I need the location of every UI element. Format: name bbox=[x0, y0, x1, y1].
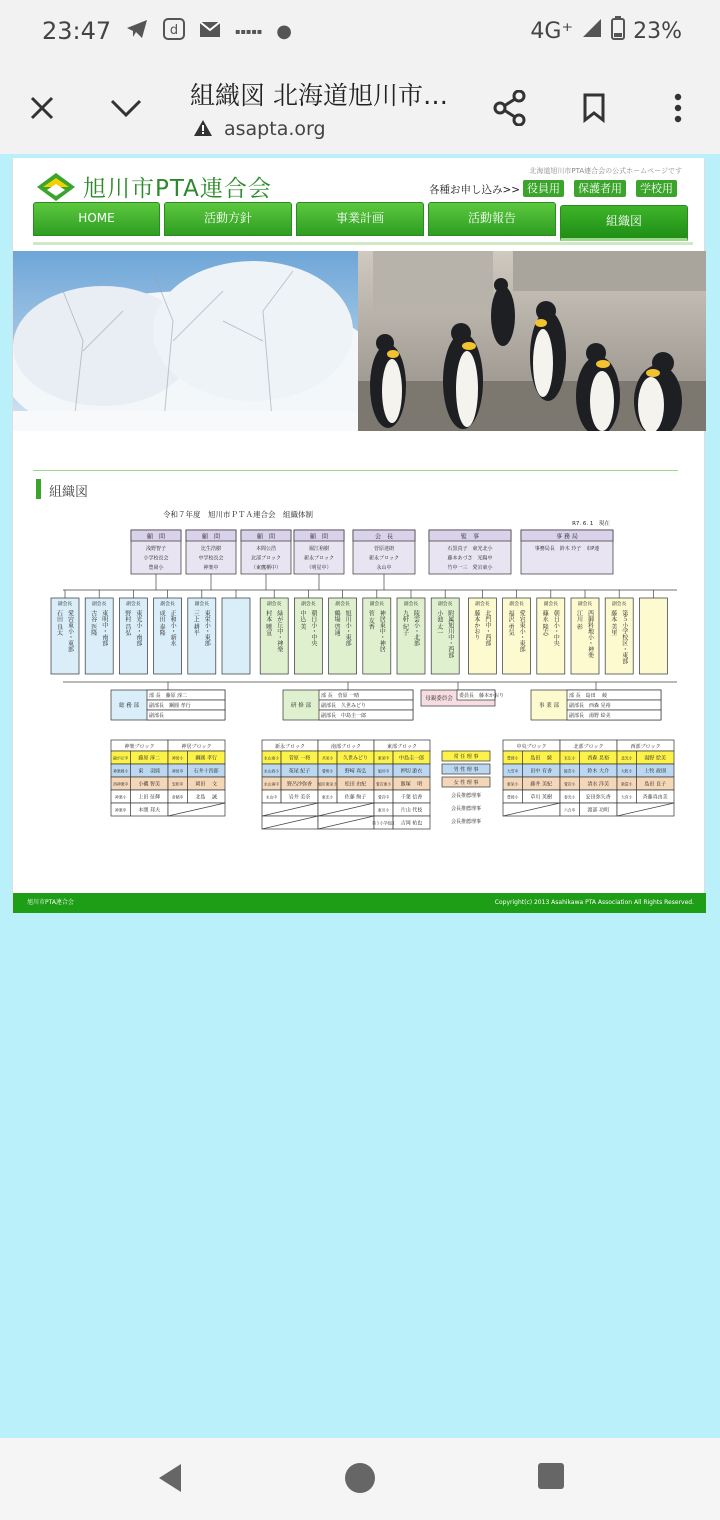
director-label: 女 性 理 事 bbox=[453, 780, 479, 786]
tab-home[interactable]: HOME bbox=[33, 202, 160, 236]
vice-line: 東光小・南部 bbox=[134, 610, 142, 646]
dept-row-text: 副部長 中島圭一郎 bbox=[321, 713, 367, 719]
bookmark-icon bbox=[582, 93, 606, 123]
vice-line: 菅 友香 bbox=[367, 610, 375, 630]
block-school: 豊岡小 bbox=[506, 755, 519, 761]
vice-title: 副会長 bbox=[437, 602, 453, 607]
dept-row-text: 部 長 藤原 淳二 bbox=[149, 693, 188, 699]
block-member: 鈴木 大介 bbox=[587, 768, 609, 775]
vice-line: 九軒 紀子 bbox=[401, 610, 409, 636]
vice-president-box bbox=[222, 598, 250, 674]
block-member: 中島圭一郎 bbox=[399, 755, 425, 762]
vice-line: 陵雲小・北部 bbox=[412, 610, 420, 646]
vice-title: 副会長 bbox=[475, 602, 490, 607]
block-member: 本間 邦夫 bbox=[138, 807, 160, 814]
block-header-text: 神居ブロック bbox=[181, 744, 212, 750]
block-school: 大町小 bbox=[620, 768, 633, 774]
block-school: 永山西小 bbox=[263, 768, 280, 774]
site-nav bbox=[33, 202, 693, 242]
org-top-title: 顧 問 bbox=[256, 533, 276, 541]
vice-line: 第５小学校区・東部 bbox=[620, 610, 628, 664]
dept-name: 研 修 部 bbox=[291, 703, 311, 709]
block-member: 渡部 功明 bbox=[587, 807, 609, 814]
share-icon bbox=[493, 90, 527, 126]
vice-line: 緑が丘中・神楽 bbox=[275, 610, 283, 652]
vice-line: 朝日小・中央 bbox=[309, 610, 317, 646]
warning-icon bbox=[193, 119, 213, 141]
dept-row-text: 副部長 西森 晃裕 bbox=[569, 703, 611, 709]
block-header-text: 新永ブロック bbox=[275, 744, 305, 750]
block-school: 神楽中 bbox=[114, 807, 127, 813]
block-school: 東光小 bbox=[321, 794, 334, 800]
block-school: 東栄中 bbox=[377, 755, 390, 761]
block-school: 神楽小 bbox=[114, 794, 127, 800]
dept-row-text: 委員長 藤本かおり bbox=[459, 693, 505, 699]
vice-title: 副会長 bbox=[509, 602, 524, 607]
vice-line: 小池 太一 bbox=[435, 610, 443, 636]
block-member: 東 羽純 bbox=[138, 768, 160, 775]
tab-plan[interactable]: 事業計画 bbox=[296, 202, 424, 236]
vice-title: 副会長 bbox=[543, 602, 559, 607]
block-school: 神居中 bbox=[171, 768, 184, 774]
site-title[interactable]: 旭川市PTA連合会 bbox=[83, 176, 272, 202]
director-label: 男 性 理 事 bbox=[453, 767, 479, 773]
block-header-text: 南部ブロック bbox=[331, 744, 361, 750]
org-top-line: 事務局長 鈴木 玲子 市P連 bbox=[534, 546, 600, 552]
block-school: 陵雲小 bbox=[563, 768, 576, 774]
chevron-down-icon bbox=[109, 98, 143, 118]
vice-president-box bbox=[639, 598, 667, 674]
apply-guardian-button[interactable]: 保護者用 bbox=[574, 180, 626, 197]
status-bar bbox=[0, 0, 720, 62]
vice-line: 北門中・西部 bbox=[483, 610, 491, 646]
vice-title: 副会長 bbox=[577, 602, 593, 607]
d-app-icon bbox=[163, 18, 185, 45]
vice-line: 野村 昌弘 bbox=[123, 610, 131, 636]
block-school: 末広小 bbox=[563, 755, 576, 761]
vice-line: 東栄小・東部 bbox=[203, 610, 211, 646]
share-button[interactable] bbox=[480, 62, 540, 154]
web-page bbox=[12, 158, 705, 913]
block-school: 神居小 bbox=[171, 755, 184, 761]
close-icon bbox=[28, 94, 56, 122]
vice-line: 附属旭川中・西部 bbox=[446, 610, 454, 658]
footer-brand: 旭川市PTA連合会 bbox=[27, 899, 74, 906]
org-top-line: 永山中 bbox=[376, 565, 392, 571]
battery-icon bbox=[611, 16, 625, 46]
org-top-title: 顧 問 bbox=[201, 533, 221, 541]
dept-name: 母親委員会 bbox=[425, 696, 453, 702]
apply-school-button[interactable]: 学校用 bbox=[636, 180, 677, 197]
vice-line: 福沢 勇気 bbox=[507, 610, 515, 636]
dept-row-text: 部 長 菅原 一晴 bbox=[321, 693, 360, 699]
block-school: 大有小 bbox=[620, 794, 633, 800]
org-top-line: 堀江裕樹 bbox=[308, 546, 330, 552]
org-top-title: 会 長 bbox=[374, 533, 394, 541]
block-member: 田中 有香 bbox=[530, 768, 552, 775]
block-member: 草川 英樹 bbox=[530, 794, 552, 801]
org-top-line: 菅原達朗 bbox=[373, 546, 395, 552]
network-indicator: 4G⁺ bbox=[530, 18, 574, 44]
vice-line: 三上 耕平 bbox=[192, 610, 200, 636]
vice-title: 副会長 bbox=[301, 602, 316, 607]
footer-copyright: Copyright(c) 2013 Asahikawa PTA Association All Rights Reserved. bbox=[494, 899, 694, 906]
block-school: 東川小 bbox=[377, 807, 390, 813]
block-member: 斉藤真由美 bbox=[642, 794, 668, 801]
dept-row-text: 副部長 久世みどり bbox=[321, 703, 367, 709]
block-school: 愛宕小 bbox=[563, 781, 576, 787]
vice-line: 古谷 医隆 bbox=[89, 610, 97, 636]
director-label: 会長推薦理事 bbox=[450, 819, 482, 825]
expand-button[interactable] bbox=[96, 62, 156, 154]
block-member: 上牧 政則 bbox=[644, 768, 666, 775]
browser-toolbar bbox=[0, 62, 720, 154]
org-top-title: 顧 問 bbox=[309, 533, 329, 541]
vice-line: 中込 美 bbox=[298, 610, 306, 630]
org-top-line: 石黒真子 東光北小 bbox=[447, 546, 493, 552]
block-member: 押切 游衣 bbox=[400, 768, 423, 775]
vice-line: 朝日小・中央 bbox=[552, 610, 560, 646]
block-member: 石井十四郎 bbox=[193, 768, 219, 775]
block-school: 永山南中 bbox=[263, 781, 280, 787]
org-top-title: 監 事 bbox=[460, 533, 480, 541]
more-vert-icon bbox=[674, 93, 682, 123]
vice-line: 旭川小・東部 bbox=[344, 610, 352, 646]
block-school: 豊岡小 bbox=[506, 794, 519, 800]
block-member: 島田 良子 bbox=[644, 781, 666, 788]
dept-row-text: 副部長 湯野 絵美 bbox=[569, 713, 611, 719]
svg-text:d: d bbox=[170, 22, 179, 38]
vice-title: 副会長 bbox=[126, 602, 141, 607]
org-top-line: 新永ブロック bbox=[304, 555, 334, 562]
block-school: 新富小 bbox=[620, 781, 633, 787]
org-top-line: 中学校長会 bbox=[198, 555, 224, 562]
block-member: 飯塚 明 bbox=[400, 781, 423, 788]
site-footer bbox=[13, 893, 706, 913]
org-top-title: 顧 問 bbox=[146, 533, 166, 541]
block-header-text: 中央ブロック bbox=[516, 744, 547, 750]
org-top-line: 神楽中 bbox=[203, 565, 219, 571]
site-subtitle: 北海道旭川市PTA連合会の公式ホームページです bbox=[529, 167, 682, 175]
system-nav-bar bbox=[0, 1438, 720, 1520]
org-top-line: 新永ブロック bbox=[369, 555, 399, 562]
block-member: 片山 代枝 bbox=[400, 807, 423, 814]
block-header-text: 西部ブロック bbox=[630, 744, 661, 750]
org-top-line: 藤本あづさ 光陽中 bbox=[447, 555, 493, 562]
more-notifications-icon: ● bbox=[276, 20, 292, 42]
vice-line: 成田 泰隆 bbox=[158, 610, 166, 636]
block-member: 吉岡 祐也 bbox=[400, 820, 423, 827]
vice-title: 副会長 bbox=[335, 602, 350, 607]
org-top-line: 豊岡小 bbox=[148, 565, 164, 571]
director-label: 会長推薦理事 bbox=[450, 793, 482, 799]
vice-line: 愛宕東小・東部 bbox=[66, 610, 74, 652]
block-member: 清水 洋美 bbox=[587, 781, 609, 788]
block-school: 旭川東栄小 bbox=[318, 781, 338, 787]
bookmark-button[interactable] bbox=[564, 62, 624, 154]
status-time: 23:47 bbox=[42, 17, 112, 45]
org-chart bbox=[49, 508, 691, 853]
org-top-line: 北部ブロック bbox=[251, 555, 281, 562]
vice-line: 藤本 美里 bbox=[609, 610, 617, 636]
block-member: 西森 晃裕 bbox=[587, 755, 609, 762]
vice-title: 副会長 bbox=[611, 602, 627, 607]
block-member: 藤井 美紀 bbox=[530, 781, 552, 788]
block-school: 神楽岡小 bbox=[113, 768, 129, 774]
close-tab-button[interactable] bbox=[12, 62, 72, 154]
vice-line: 東明中・南部 bbox=[100, 610, 108, 646]
block-school: 愛明小 bbox=[321, 768, 334, 774]
section-title: 組織図 bbox=[49, 485, 89, 500]
block-member: 鋼圓 孝行 bbox=[195, 755, 217, 762]
vice-line: 石田 良太 bbox=[55, 610, 63, 636]
vice-line: 愛宕東小・東部 bbox=[518, 610, 526, 652]
dept-name: 事 業 部 bbox=[539, 703, 559, 709]
dept-row-text: 副部長 鋼圓 孝行 bbox=[149, 703, 191, 709]
block-header-text: 北部ブロック bbox=[573, 744, 604, 750]
dept-row-text: 部 長 島田 綾 bbox=[569, 693, 608, 699]
menu-button[interactable] bbox=[648, 62, 708, 154]
block-school: 大雪中 bbox=[506, 768, 519, 774]
telegram-icon bbox=[125, 18, 149, 45]
director-label: 会長推薦理事 bbox=[450, 806, 482, 812]
block-school: 第５小学校区 bbox=[372, 820, 395, 826]
block-school: 六合中 bbox=[563, 807, 576, 813]
org-date: R7. 6. 1 現在 bbox=[572, 521, 610, 527]
vice-line: 西御料地小・神楽 bbox=[586, 610, 594, 658]
nav-divider bbox=[33, 242, 693, 245]
block-member: 佐藤 絢子 bbox=[344, 794, 367, 801]
battery-percent: 23% bbox=[633, 18, 682, 44]
recents-square-icon bbox=[537, 1462, 565, 1490]
section-marker bbox=[36, 479, 41, 499]
block-school: 共栄小 bbox=[321, 755, 334, 761]
org-top-line: 浅野智子 bbox=[145, 546, 167, 552]
block-member: 安田弥矢香 bbox=[585, 794, 611, 801]
org-top-line: 本間公浩 bbox=[255, 546, 277, 552]
vice-title: 副会長 bbox=[57, 602, 73, 607]
block-member: 菅原 一将 bbox=[288, 755, 311, 762]
signal-icon bbox=[581, 17, 603, 45]
vice-line: 江川 彰 bbox=[575, 610, 583, 630]
org-top-line: （明星中） bbox=[306, 565, 332, 571]
block-member: 野崎 真弘 bbox=[344, 768, 367, 775]
block-header-text: 東部ブロック bbox=[387, 744, 417, 750]
org-top-line: 比生浩樹 bbox=[200, 546, 222, 552]
vice-line: 藤本かおり bbox=[472, 610, 480, 640]
vice-line: 神居東中・神居 bbox=[378, 610, 386, 652]
org-top-title: 事 務 局 bbox=[556, 533, 578, 541]
block-school: 愛宕中 bbox=[377, 794, 390, 800]
block-member: 藤原 淳二 bbox=[138, 755, 160, 762]
back-icon bbox=[155, 1462, 185, 1494]
hero-banner-image bbox=[13, 251, 706, 431]
block-member: 松田 由紀 bbox=[344, 781, 367, 788]
block-member: 野呂沙弥香 bbox=[287, 781, 313, 788]
vice-title: 副会長 bbox=[194, 602, 210, 607]
block-school: 忠和中 bbox=[171, 781, 184, 787]
page-title: 組織図 北海道旭川市… bbox=[190, 81, 448, 110]
block-school: 北光小 bbox=[620, 755, 633, 761]
tab-report[interactable]: 活動報告 bbox=[428, 202, 556, 236]
block-school: 春光小 bbox=[563, 794, 576, 800]
vice-title: 副会長 bbox=[91, 602, 107, 607]
block-school: 旭川中 bbox=[377, 768, 390, 774]
block-school: 倉稲中 bbox=[171, 794, 184, 800]
block-member: 菟尾 紀子 bbox=[288, 768, 311, 775]
apply-label: 各種お申し込み>> bbox=[429, 184, 521, 196]
tab-policy[interactable]: 活動方針 bbox=[164, 202, 292, 236]
vice-title: 副会長 bbox=[369, 602, 385, 607]
home-button[interactable] bbox=[344, 1462, 376, 1498]
block-member: 島田 綾 bbox=[530, 755, 552, 762]
block-school: 東栄小 bbox=[506, 781, 519, 787]
url-text[interactable]: asapta.org bbox=[224, 118, 326, 140]
vice-title: 副会長 bbox=[403, 602, 419, 607]
dept-row-text: 副部長 bbox=[149, 713, 165, 719]
vice-line: 篠永 隆志 bbox=[541, 610, 549, 636]
section-title-bar bbox=[33, 470, 678, 500]
site-logo-icon[interactable] bbox=[35, 170, 77, 204]
dept-name: 総 務 部 bbox=[119, 703, 139, 709]
back-button[interactable] bbox=[155, 1462, 185, 1498]
vice-title: 副会長 bbox=[266, 602, 282, 607]
block-member: 久世みどり bbox=[343, 755, 369, 762]
block-header-text: 神楽ブロック bbox=[124, 744, 155, 750]
vice-line: 村本 曉宣 bbox=[264, 610, 272, 636]
block-school: 永山南小 bbox=[263, 755, 280, 761]
block-school: 永山中 bbox=[265, 794, 278, 800]
vice-line: 正和小・新永 bbox=[169, 610, 177, 646]
org-top-line: （東鷹栖中） bbox=[250, 565, 282, 571]
recents-button[interactable] bbox=[537, 1462, 565, 1494]
block-member: 岡田 文 bbox=[195, 781, 217, 788]
vice-title: 副会長 bbox=[160, 602, 175, 607]
tab-org-chart[interactable]: 組織図 bbox=[560, 205, 688, 241]
block-member: 北島 誠 bbox=[195, 794, 217, 801]
block-school: 緑が丘中 bbox=[113, 755, 129, 761]
org-top-line: 竹中一三 愛宕東小 bbox=[447, 565, 493, 571]
mail-icon bbox=[199, 19, 221, 44]
block-member: 岩井 美奈 bbox=[288, 794, 311, 801]
org-title: 令和７年度 旭川市ＰＴＡ連合会 組織体制 bbox=[163, 510, 313, 519]
home-circle-icon bbox=[344, 1462, 376, 1494]
apply-officer-button[interactable]: 役員用 bbox=[523, 180, 564, 197]
vice-line: 鶴場 啓通 bbox=[333, 610, 341, 636]
block-member: 上田 征輝 bbox=[138, 794, 160, 801]
block-school: 西神楽中 bbox=[113, 781, 129, 787]
block-member: 小磯 智美 bbox=[138, 781, 160, 788]
app-logo-icon: ▪▪▪▪▪ bbox=[235, 26, 263, 36]
org-top-line: 小学校長会 bbox=[143, 555, 169, 562]
block-school: 愛宕東小 bbox=[375, 781, 392, 787]
block-member: 湯野 絵美 bbox=[644, 755, 666, 762]
block-member: 千葉 信香 bbox=[400, 794, 423, 801]
director-label: 常 任 理 事 bbox=[453, 754, 479, 760]
